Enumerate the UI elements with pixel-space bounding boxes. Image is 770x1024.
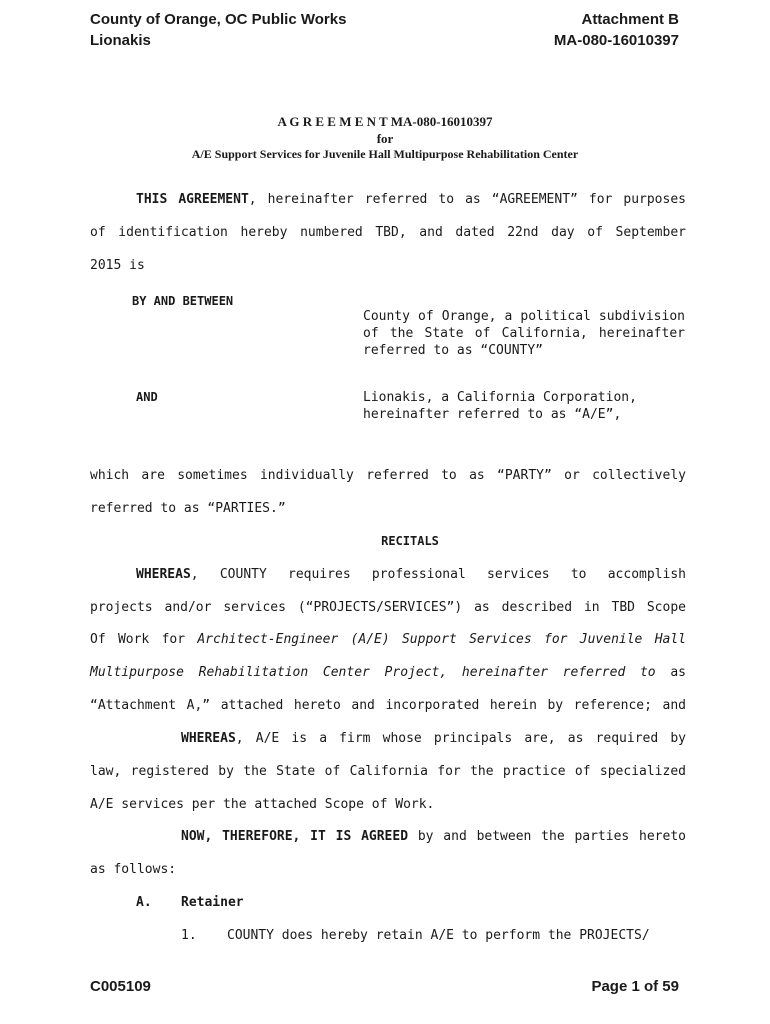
collective-line-1: which are sometimes individually referred to as “PARTY” or collectively xyxy=(90,468,686,483)
by-and-between-label: BY AND BETWEEN xyxy=(132,294,234,308)
whereas-1-line-4: Multipurpose Rehabilitation Center Project, hereinafter referred to as xyxy=(90,665,686,680)
whereas-2-lead: WHEREAS xyxy=(181,731,236,746)
whereas-2-line-1: WHEREAS, A/E is a firm whose principals are, as required by xyxy=(181,731,686,746)
title-for: for xyxy=(376,131,394,146)
header-left xyxy=(90,9,346,51)
header-agreement-number: MA-080-16010397 xyxy=(553,32,679,49)
agreed-line-1: NOW, THEREFORE, IT IS AGREED by and between the parties hereto xyxy=(181,829,686,844)
project-title-italic: Architect-Engineer (A/E) Support Services for Juvenile Hall xyxy=(197,632,686,647)
recitals-heading: RECITALS xyxy=(381,534,439,548)
intro-line-2: of identification hereby numbered TBD, and dated 22nd day of September xyxy=(90,225,686,240)
footer-doc-id: C005109 xyxy=(90,978,151,995)
header-attachment: Attachment B xyxy=(581,11,679,28)
collective-line-2: referred to as “PARTIES.” xyxy=(90,501,286,516)
agreed-line-2: as follows: xyxy=(90,862,177,877)
footer-page-number: Page 1 of 59 xyxy=(591,978,679,995)
item-1-text: COUNTY does hereby retain A/E to perform the PROJECTS/ xyxy=(227,928,650,943)
agreement-subtitle: A/E Support Services for Juvenile Hall Multipurpose Rehabilitation Center xyxy=(191,147,579,161)
whereas-1-line-2: projects and/or services (“PROJECTS/SERVICES”) as described in TBD Scope xyxy=(90,600,686,615)
item-1-number: 1. xyxy=(181,928,197,943)
whereas-1-line-5: “Attachment A,” attached hereto and incorporated herein by reference; and xyxy=(90,698,686,713)
intro-line-1: THIS AGREEMENT, hereinafter referred to as “AGREEMENT” for purposes xyxy=(136,192,686,207)
intro-line-3: 2015 is xyxy=(90,258,145,273)
agreement-title: A G R E E M E N T MA-080-16010397 xyxy=(277,114,493,129)
header-org: County of Orange, OC Public Works xyxy=(90,11,347,28)
whereas-2-line-2: law, registered by the State of California for the practice of specialized xyxy=(90,764,686,779)
this-agreement-lead: THIS AGREEMENT xyxy=(136,192,249,207)
header-right xyxy=(554,9,679,51)
whereas-1-line-3: Of Work for Architect-Engineer (A/E) Support Services for Juvenile Hall xyxy=(90,632,686,647)
and-label: AND xyxy=(136,390,158,404)
section-a-letter: A. xyxy=(136,895,152,910)
ae-description: Lionakis, a California Corporation, hereinafter referred to as “A/E”, xyxy=(363,390,637,422)
now-therefore-lead: NOW, THEREFORE, IT IS AGREED xyxy=(181,829,409,844)
county-description: County of Orange, a political subdivision of the State of California, hereinafter referred to as “COUNTY” xyxy=(363,309,685,358)
section-a-title: Retainer xyxy=(181,895,244,910)
header-contractor: Lionakis xyxy=(90,32,151,49)
whereas-1-lead: WHEREAS xyxy=(136,567,191,582)
whereas-2-line-3: A/E services per the attached Scope of Work. xyxy=(90,797,435,812)
whereas-1-line-1: WHEREAS, COUNTY requires professional services to accomplish xyxy=(136,567,686,582)
